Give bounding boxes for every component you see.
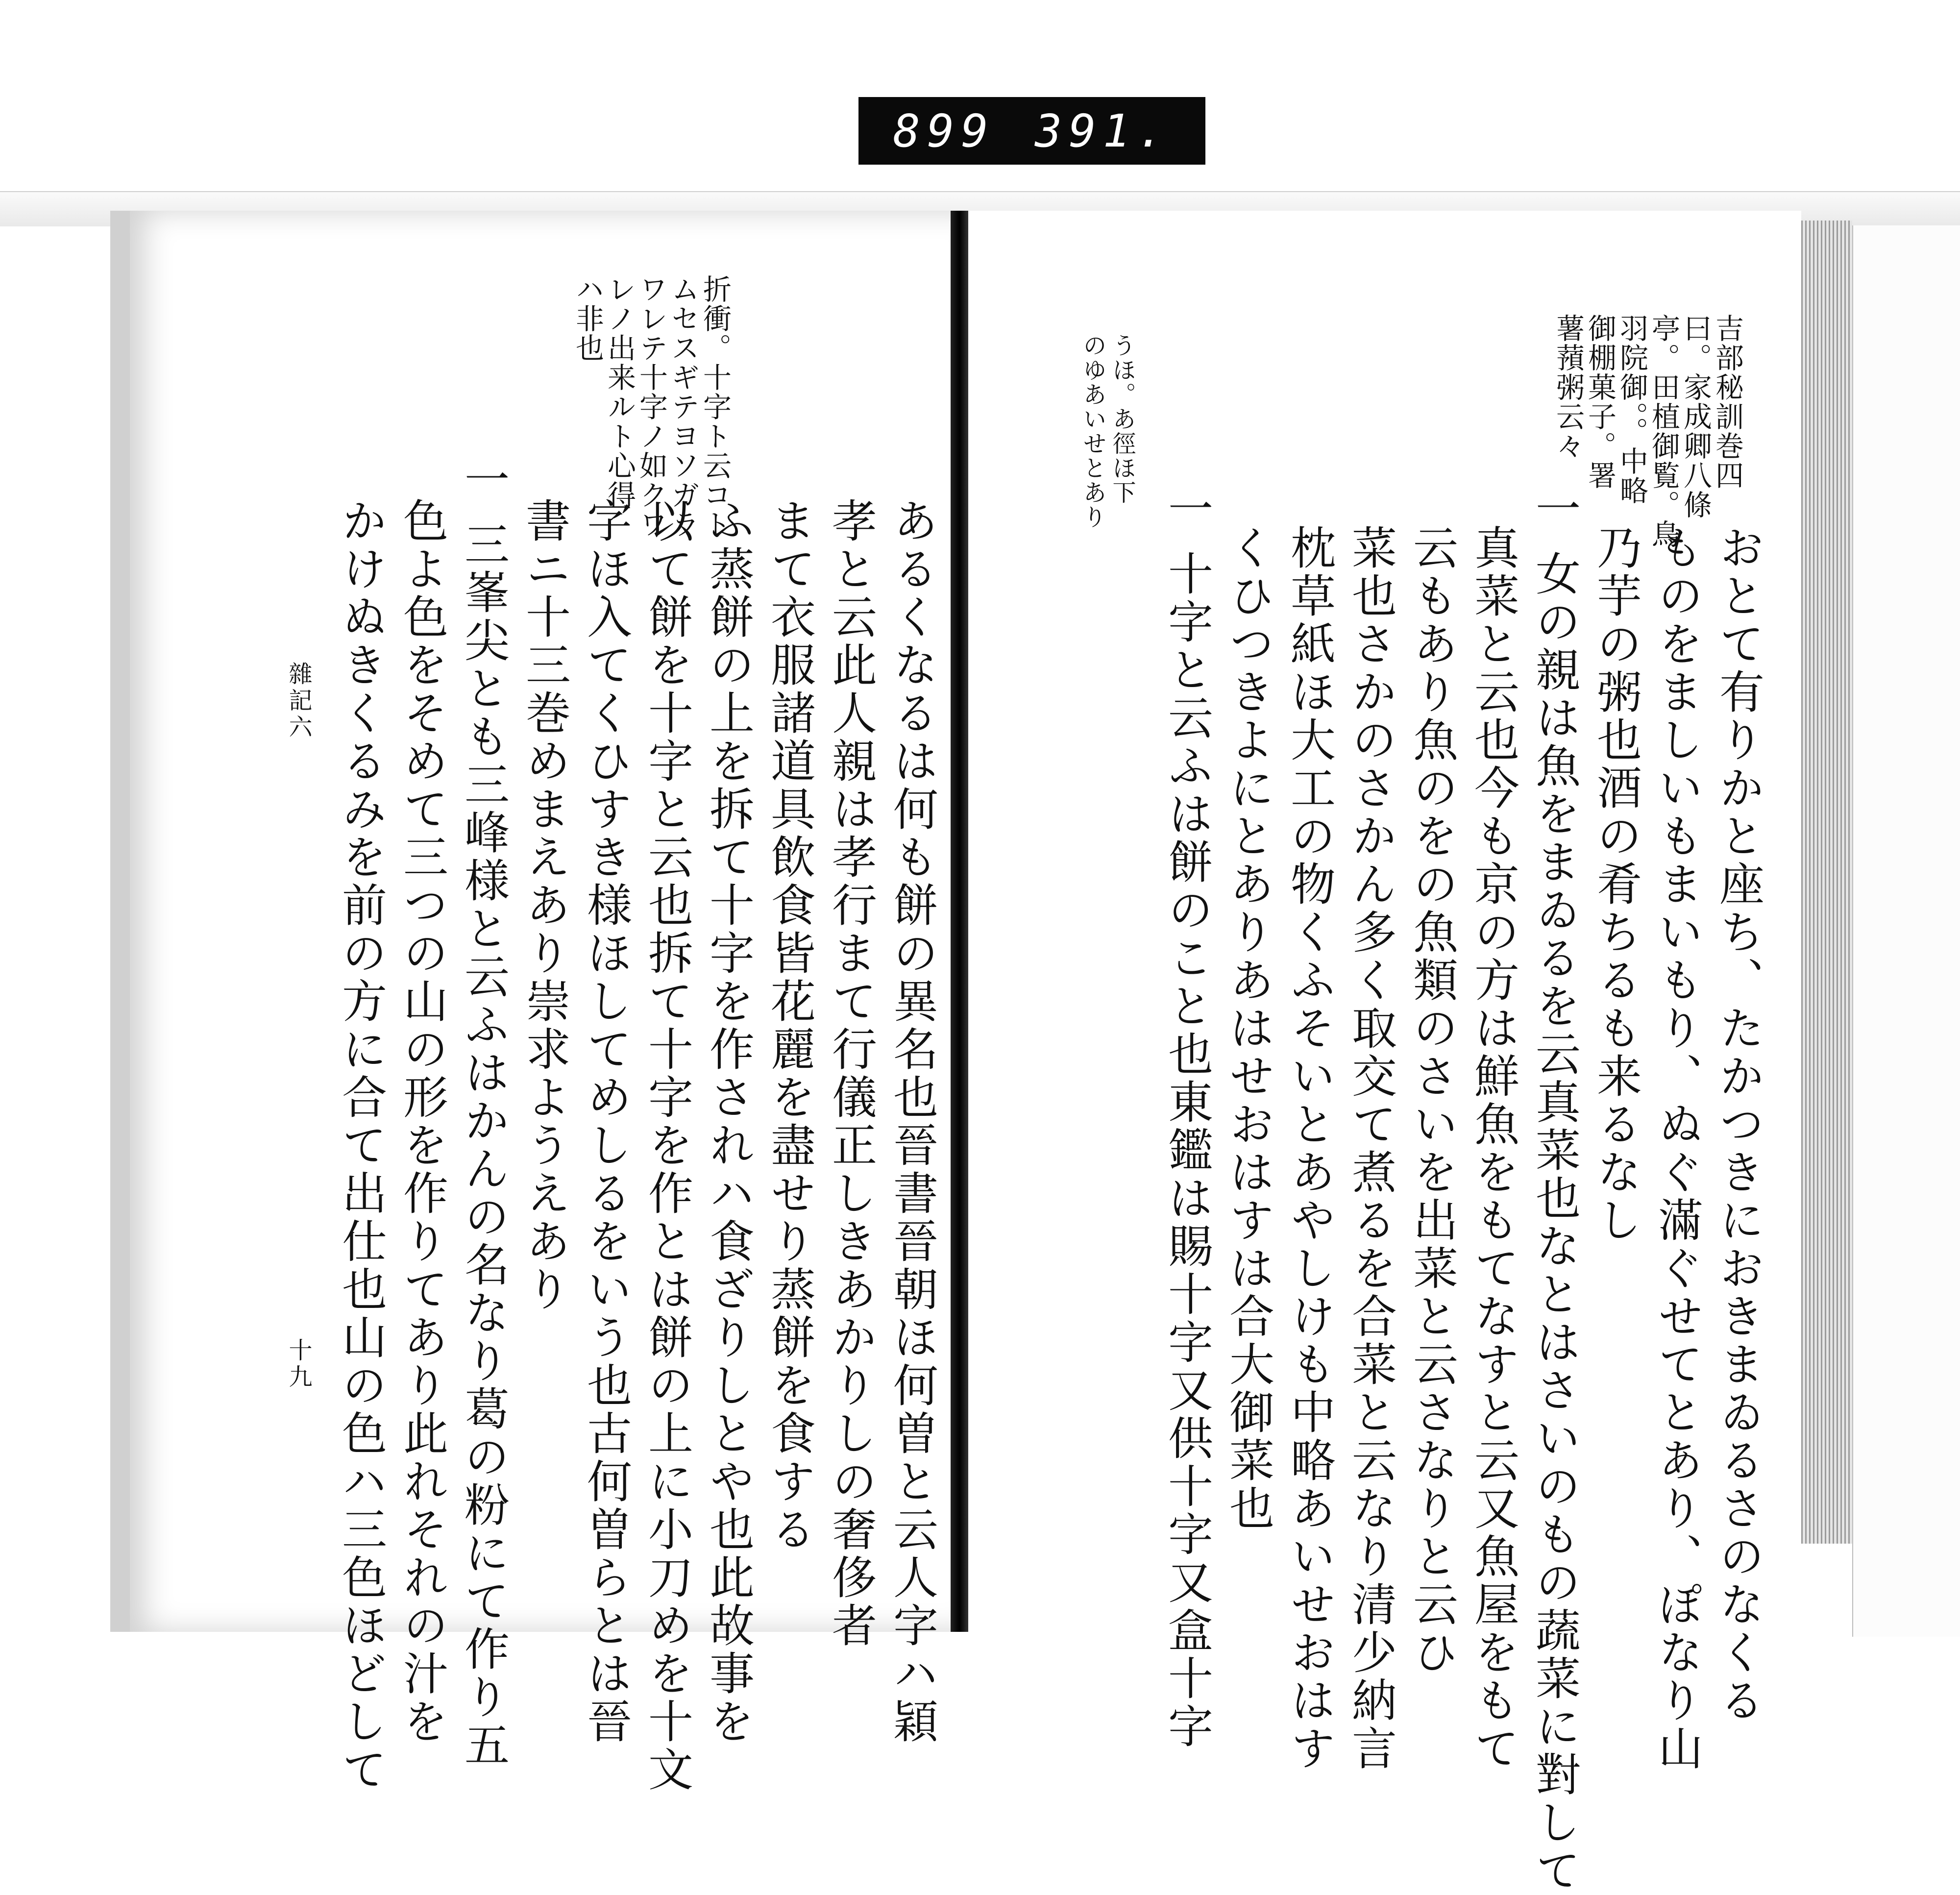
right-body-line: 一 十字と云ふは餅のこと也東鑑は賜十字又供十字又盒十字 bbox=[1161, 485, 1213, 1751]
right-header-note: 薯蕷粥云々 bbox=[1551, 314, 1585, 461]
left-body-line: まて衣服諸道具飲食皆花麗を盡せり蒸餅を食する bbox=[763, 497, 816, 1554]
left-body-line: 色よ色をそめて三つの山の形を作りてあり此れそれの汁を bbox=[396, 497, 448, 1746]
right-body-line: 菜也さかのさかん多く取交て煮るを合菜と云なり清少納言 bbox=[1345, 524, 1397, 1773]
book-spine bbox=[951, 211, 968, 1632]
right-body-line: 云もあり魚のをの魚類のさいを出菜と云さなりと云ひ bbox=[1406, 524, 1458, 1677]
stamp-left-number: 899 bbox=[893, 104, 995, 157]
left-header-note: ワレテ十字ノ如クワ bbox=[635, 274, 668, 539]
right-header-note: 御棚菓子。署 bbox=[1583, 314, 1617, 490]
right-header-note: 吉部秘訓巻四 bbox=[1711, 314, 1744, 490]
archive-number-stamp bbox=[858, 97, 1205, 165]
left-body-line: 書ニ十三巻めまえあり崇求ようえあり bbox=[518, 497, 571, 1314]
left-body-line: ふ蒸餅の上を拆て十字を作されハ食ざりしとや也此故事を bbox=[702, 497, 755, 1746]
left-body-line: 以て餅を十字と云也拆て十字を作とは餅の上に小刀めを十文 bbox=[641, 497, 693, 1794]
right-side-note: うほ。あ徑ほ下 bbox=[1108, 333, 1136, 505]
right-page bbox=[968, 211, 1801, 1895]
right-body-line: 枕草紙ほ大工の物くふそいとあやしけも中略あいせおはす bbox=[1283, 524, 1336, 1773]
right-header-note: 亭。田植御覧。鳥 bbox=[1647, 314, 1680, 549]
left-body-line: かけぬきくるみを前の方に合て出仕也山の色ハ三色ほどして bbox=[335, 497, 387, 1794]
book-fore-edge bbox=[1793, 221, 1852, 1544]
left-header-note: レノ出来ルト心得 bbox=[603, 274, 636, 510]
left-header-note: 折衝。十字ト云コト bbox=[698, 274, 732, 539]
left-header-note: ハ非也 bbox=[571, 274, 604, 363]
right-body-line: 真菜と云也今も京の方は鮮魚をもてなすと云又魚屋をもて bbox=[1467, 524, 1519, 1773]
left-footer-title: 雜記六 bbox=[285, 662, 312, 741]
right-body-line: ものをましいもまいもり、ぬぐ滿ぐせてとあり、ぽなり山 bbox=[1651, 524, 1703, 1773]
right-header-note: 羽院御。。中略 bbox=[1615, 314, 1648, 505]
adjacent-sheet bbox=[1852, 225, 1960, 1637]
right-header-note: 曰。家成卿八條 bbox=[1679, 314, 1712, 519]
right-body-line: 乃芋の粥也酒の肴ちるも来るなし bbox=[1590, 524, 1642, 1245]
left-body-line: 一 三峯尖とも三峰様と云ふはかんの名なり葛の粉にて作り五 bbox=[457, 456, 510, 1770]
left-header-note: ムセスギテヨソガラ bbox=[666, 274, 700, 539]
left-body-line: あるくなるは何も餅の異名也晉書晉朝ほ何曽と云人字ハ穎 bbox=[886, 497, 938, 1746]
left-body-line: 孝と云此人親は孝行まて行儀正しきあかりしの奢侈者 bbox=[825, 497, 877, 1650]
stamp-right-number: 391. bbox=[1034, 104, 1171, 157]
left-page-number: 十九 bbox=[285, 1338, 312, 1391]
right-body-line: おとて有りかと座ち、たかつきにおきまゐるさのなくる bbox=[1712, 524, 1764, 1725]
left-page bbox=[110, 211, 965, 1794]
left-body-line: 字ほ入てくひすき様ほしてめしるをいう也古何曽らとは晉 bbox=[580, 497, 632, 1746]
right-body-line: くひつきよにとありあはせおはすは合大御菜也 bbox=[1222, 524, 1274, 1533]
right-side-note: のゆあいせとあり bbox=[1079, 333, 1106, 529]
right-body-line: 一 女の親は魚をまゐるを云真菜也なとはさいのもの蔬菜に對して bbox=[1528, 485, 1581, 1895]
